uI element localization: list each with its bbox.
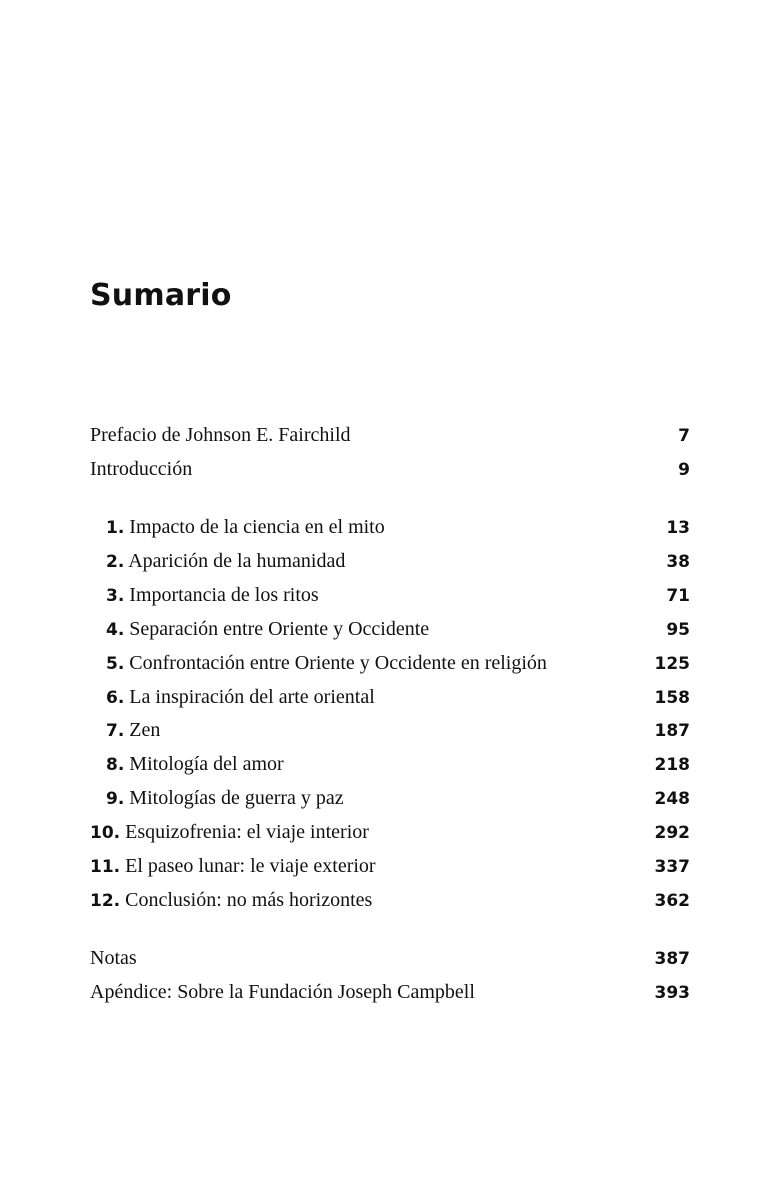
- chapter-title: Esquizofrenia: el viaje interior: [125, 821, 369, 843]
- toc-entry-label: Introducción: [90, 458, 193, 480]
- toc-chapter-3: [90, 584, 690, 614]
- chapter-number: 10.: [90, 823, 121, 843]
- toc-page-number: 158: [654, 688, 690, 708]
- toc-chapter-entry: [90, 686, 375, 709]
- toc-entry-notas: [90, 947, 690, 977]
- toc-page-number: 187: [654, 721, 690, 741]
- toc-chapter-entry: [90, 550, 345, 573]
- chapter-title: Separación entre Oriente y Occidente: [129, 618, 430, 640]
- toc-chapter-2: [90, 550, 690, 580]
- toc-chapter-11: [90, 855, 690, 885]
- toc-chapter-entry: [90, 787, 344, 810]
- toc-page-number: 218: [654, 755, 690, 775]
- chapter-number: 8.: [106, 755, 125, 775]
- chapter-number: 11.: [90, 857, 121, 877]
- chapter-title: Mitologías de guerra y paz: [129, 787, 344, 809]
- toc-chapter-8: [90, 753, 690, 783]
- toc-entry-prefacio: [90, 424, 690, 454]
- toc-chapter-12: [90, 889, 690, 919]
- toc-entry-label: Prefacio de Johnson E. Fairchild: [90, 424, 351, 446]
- toc-page-number: 71: [666, 586, 690, 606]
- toc-chapter-entry: [90, 821, 369, 844]
- toc-page-number: 9: [678, 460, 690, 480]
- toc-page-number: 337: [654, 857, 690, 877]
- chapter-number: 9.: [106, 789, 125, 809]
- toc-page-number: 387: [654, 949, 690, 969]
- chapter-title: Confrontación entre Oriente y Occidente en religión: [129, 652, 547, 674]
- chapter-title: Conclusión: no más horizontes: [125, 889, 373, 911]
- toc-chapter-entry: [90, 584, 319, 607]
- toc-entry-label: Notas: [90, 947, 137, 969]
- toc-chapter-5: [90, 652, 690, 682]
- chapter-title: Aparición de la humanidad: [128, 550, 346, 572]
- toc-page-number: 38: [666, 552, 690, 572]
- toc-chapter-9: [90, 787, 690, 817]
- toc-chapter-entry: [90, 753, 284, 776]
- toc-entry-apendice: [90, 981, 690, 1011]
- chapter-number: 7.: [106, 721, 125, 741]
- chapter-title: El paseo lunar: le viaje exterior: [125, 855, 376, 877]
- chapter-number: 12.: [90, 891, 121, 911]
- toc-page-number: 292: [654, 823, 690, 843]
- toc-page-number: 248: [654, 789, 690, 809]
- chapter-title: Impacto de la ciencia en el mito: [129, 516, 385, 538]
- chapter-number: 5.: [106, 654, 125, 674]
- toc-chapter-6: [90, 686, 690, 716]
- chapter-number: 6.: [106, 688, 125, 708]
- toc-page-number: 393: [654, 983, 690, 1003]
- chapter-title: Zen: [129, 719, 161, 741]
- toc-chapter-entry: [90, 516, 385, 539]
- toc-page-number: 13: [666, 518, 690, 538]
- page-title: Sumario: [90, 278, 232, 313]
- chapter-title: La inspiración del arte oriental: [129, 686, 375, 708]
- toc-chapter-entry: [90, 889, 372, 912]
- toc-page-number: 362: [654, 891, 690, 911]
- toc-chapter-entry: [90, 618, 429, 641]
- toc-entry-label: Apéndice: Sobre la Fundación Joseph Campbell: [90, 981, 475, 1003]
- toc-entry-introduccion: [90, 458, 690, 488]
- chapter-number: 4.: [106, 620, 125, 640]
- toc-page-number: 125: [654, 654, 690, 674]
- chapter-number: 3.: [106, 586, 125, 606]
- toc-page-number: 7: [678, 426, 690, 446]
- chapter-number: 2.: [106, 552, 125, 572]
- toc-chapter-4: [90, 618, 690, 648]
- toc-chapter-1: [90, 516, 690, 546]
- toc-chapter-entry: [90, 855, 376, 878]
- toc-chapter-entry: [90, 652, 547, 675]
- toc-chapter-10: [90, 821, 690, 851]
- chapter-number: 1.: [106, 518, 125, 538]
- toc-page-number: 95: [666, 620, 690, 640]
- chapter-title: Mitología del amor: [129, 753, 284, 775]
- chapter-title: Importancia de los ritos: [129, 584, 319, 606]
- toc-chapter-entry: [90, 719, 160, 742]
- toc-chapter-7: [90, 719, 690, 749]
